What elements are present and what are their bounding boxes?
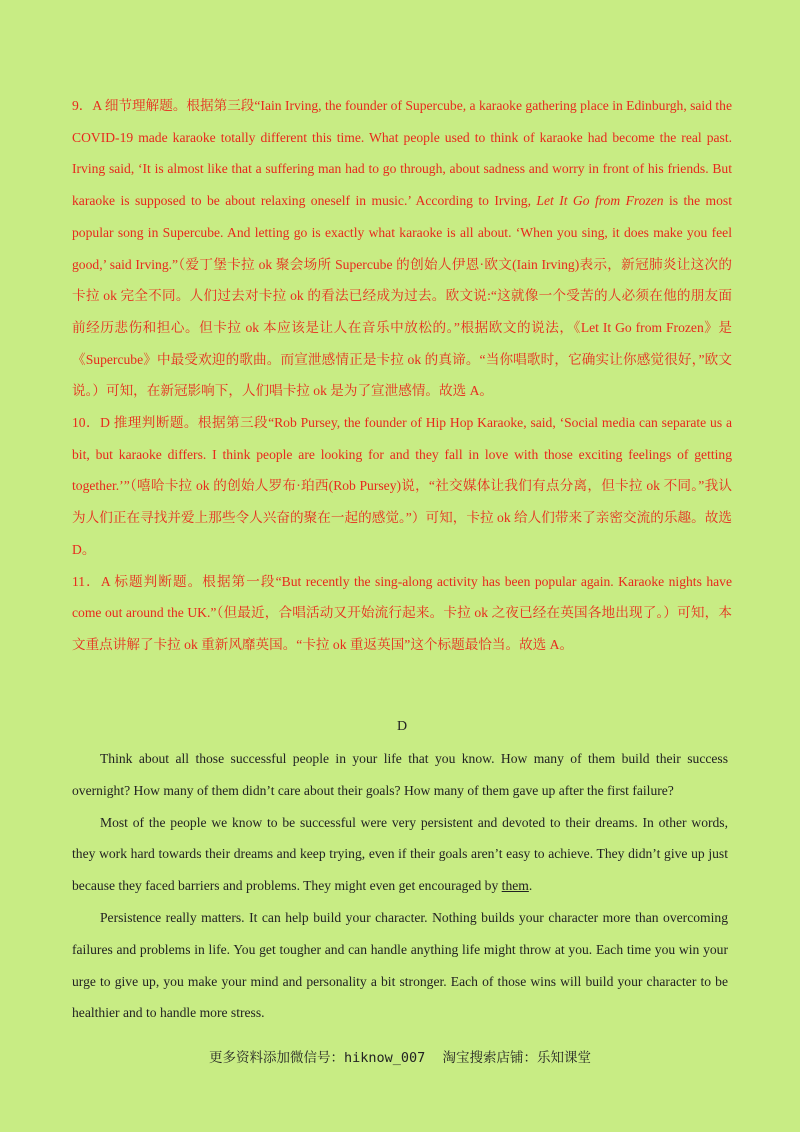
underlined-word: them — [501, 878, 529, 894]
page-footer — [0, 1046, 800, 1066]
answer-q11: 11．A 标题判断题。根据第一段“But recently the sing-along activity has been popular again. Karaoke nights have come out around the UK.”（但最近，合唱活动又开始流行起来。卡拉 ok 之夜已经在英国各地出现了。）可知，本文重点讲解了卡拉 ok 重新风靡英国。“卡拉 ok 重返英国”这个标题最恰当。故选 A。 — [72, 573, 732, 652]
passage-paragraph-2-end: . — [528, 878, 533, 894]
passage-paragraph-2 — [72, 807, 728, 902]
passage-paragraph-1: Think about all those successful people in your life that you know. How many of them build their success overnight? How many of them didn’t care about their goals? How many of them gave up after the first failure? — [72, 751, 728, 798]
document-page — [72, 90, 733, 1021]
answer-q10: 10．D 推理判断题。根据第三段“Rob Pursey, the founder of Hip Hop Karaoke, said, ‘Social media can separate us a bit, but karaoke differs. I think people are looking for and they fall in love with those exciting feelings of getting together.’”（嘻哈卡拉 ok 的创始人罗布·珀西(Rob Pursey)说，“社交媒体让我们有点分离，但卡拉 ok 不同。”我认为人们正在寻找并爱上那些令人兴奋的聚在一起的感觉。”）可知，卡拉 ok 给人们带来了亲密交流的乐趣。故选 D。 — [72, 415, 732, 557]
reading-passage — [72, 743, 728, 1029]
passage-paragraph-3: Persistence really matters. It can help build your character. Nothing builds your character more than overcoming failures and problems in life. You get tougher and can handle anything life might throw at you. Each time you win your urge to give up, you make your mind and personality a bit stronger. Each of those wins will build your character to be healthier and to handle more stress. — [72, 909, 728, 1021]
footer-wechat-id: hiknow_007 — [344, 1050, 426, 1066]
answer-q9 — [72, 90, 732, 407]
passage-paragraph-2-text: Most of the people we know to be successful were very persistent and devoted to their dreams. In other words, they work hard towards their dreams and keep trying, even if their goals aren’t easy to achieve. They didn’t give up just because they faced barriers and problems. They might even get encouraged by — [72, 814, 728, 894]
footer-prefix: 更多资料添加微信号： — [209, 1050, 345, 1066]
footer-shop: 淘宝搜索店铺：乐知课堂 — [442, 1050, 591, 1066]
section-heading: D — [396, 719, 408, 734]
song-title: Let It Go from Frozen — [536, 193, 664, 209]
answer-q9-text-cont: is the most popular song in Supercube. And letting go is exactly what karaoke is all about. ‘When you sing, it does make you feel good,’ said Irving.”（爱丁堡卡拉 ok 聚会场所 Supercube 的创始人伊恩·欧文(Iain Irving)表示，新冠肺炎让这次的卡拉 ok 完全不同。人们过去对卡拉 ok 的看法已经成为过去。欧文说:“这就像一个受苦的人必须在他的朋友面前经历悲伤和担心。但卡拉 ok 本应该是让人在音乐中放松的。”根据欧文的说法，《Let It Go from Frozen》是《Supercube》中最受欢迎的歌曲。而宣泄感情正是卡拉 ok 的真谛。“当你唱歌时，它确实让你感觉很好，”欧文说。）可知，在新冠影响下，人们唱卡拉 ok 是为了宣泄感情。故选 A。 — [72, 193, 732, 399]
answer-q9-text: 9．A 细节理解题。根据第三段“Iain Irving, the founder of Supercube, a karaoke gathering place in Edinburgh, said the COVID-19 made karaoke totally different this time. What people used to think of karaoke had become the real past. Irving said, ‘It is almost like that a suffering man had to go through, about sadness and worry in front of his friends. But karaoke is supposed to be about relaxing oneself in music.’ According to Irving, — [72, 98, 733, 209]
